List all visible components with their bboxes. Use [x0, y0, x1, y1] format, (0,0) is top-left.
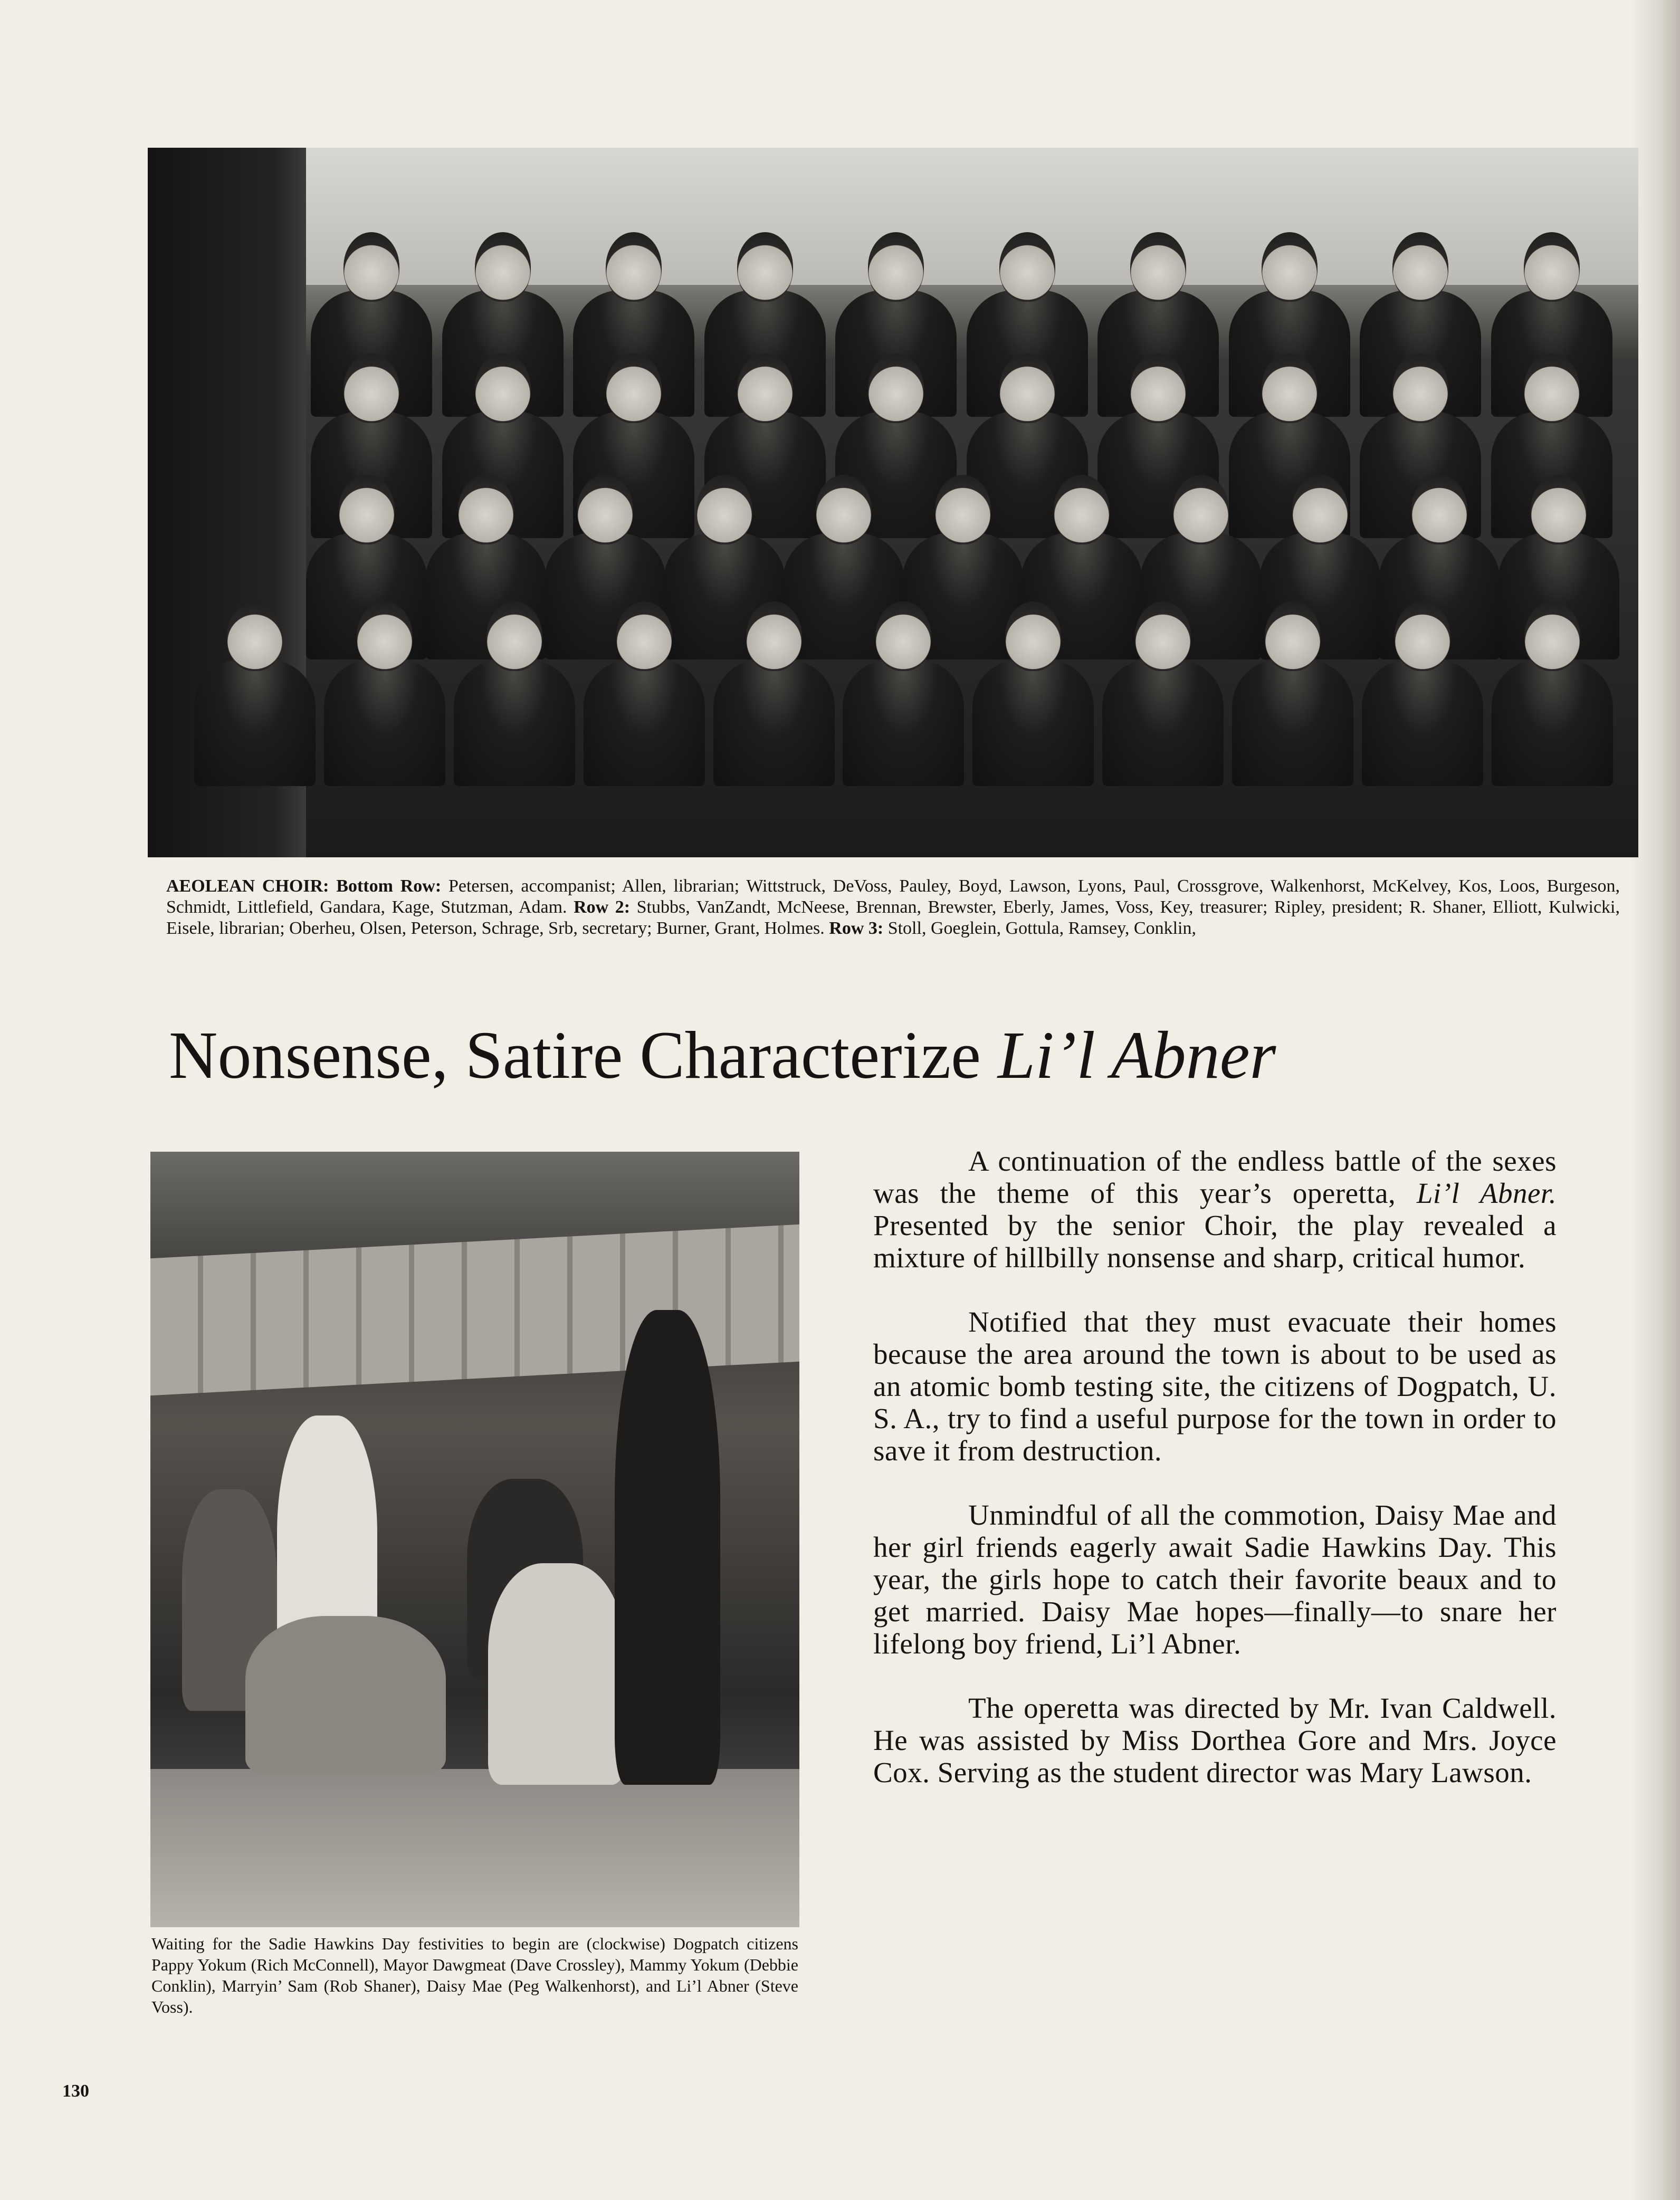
row3-label: Row 3: [829, 919, 884, 938]
choir-member-figure [1102, 601, 1224, 776]
choir-photo [148, 148, 1638, 857]
choir-member-figure [1232, 601, 1353, 776]
article-body [873, 1145, 1557, 1821]
choir-member-figure [713, 601, 835, 776]
choir-member-figure [194, 601, 316, 776]
headline-main: Nonsense, Satire Characterize [169, 1018, 998, 1093]
choir-label: AEOLEAN CHOIR: [166, 876, 329, 896]
row2-names: Stubbs, VanZandt, McNeese, Brennan, Brewster, Eberly, James, Voss, Key, treasurer; Ripley, president; R. Shaner, Elliott, Kulwicki, Eisele, librarian; Oberheu, Olsen, Peterson, Schrage, Srb, secretary; Burner, Grant, Holmes. [166, 897, 1620, 938]
p1-text: A continuation of the endless battle of the sexes was the theme of this year’s operetta, [873, 1145, 1557, 1209]
bottom-row-names: Petersen, accompanist; Allen, librarian; Wittstruck, DeVoss, Pauley, Boyd, Lawson, Lyons, Paul, Crossgrove, Walkenhorst, McKelvey, Kos, Loos, Burgeson, Schmidt, Littlefield, Gandara, Kage, Stutzman, Adam. [166, 876, 1620, 917]
headline-title: Li’l Abner [997, 1018, 1276, 1093]
choir-member-figure [843, 601, 964, 776]
p1-title: Li’l Abner. [1416, 1177, 1557, 1209]
choir-member-figure [584, 601, 705, 776]
operetta-caption [151, 1933, 798, 2017]
stage-floor [150, 1769, 799, 1927]
singer-row-front [190, 601, 1617, 776]
page-headline [169, 1016, 1593, 1095]
article-paragraph-3: Unmindful of all the commotion, Daisy Mae and her girl friends eagerly await Sadie Hawkins Day. This year, the girls hope to catch their favorite beaux and to get married. Daisy Mae hopes—finally—to snare her lifelong boy friend, Li’l Abner. [873, 1499, 1557, 1660]
actor-daisy [488, 1563, 625, 1785]
choir-member-figure [1492, 601, 1613, 776]
operetta-photo [150, 1152, 799, 1927]
choir-member-figure [324, 601, 445, 776]
choir-member-figure [454, 601, 575, 776]
row2-label: Row 2: [574, 897, 631, 917]
p1-text-end: Presented by the senior Choir, the play revealed a mixture of hillbilly nonsense and sharp, critical humor. [873, 1209, 1557, 1274]
article-paragraph-4: The operetta was directed by Mr. Ivan Caldwell. He was assisted by Miss Dorthea Gore and Mrs. Joyce Cox. Serving as the student director was Mary Lawson. [873, 1692, 1557, 1788]
actor-abner [615, 1310, 720, 1785]
article-paragraph-2: Notified that they must evacuate their homes because the area around the town is about to be used as an atomic bomb testing site, the citizens of Dogpatch, U. S. A., try to find a useful purpose for the town in order to save it from destruction. [873, 1306, 1557, 1467]
article-paragraph-1 [873, 1145, 1557, 1274]
choir-member-figure [1362, 601, 1483, 776]
page-number: 130 [62, 2081, 89, 2101]
operetta-caption-text: Waiting for the Sadie Hawkins Day festivities to begin are (clockwise) Dogpatch citizens Pappy Yokum (Rich McConnell), Mayor Dawgmeat (Dave Crossley), Mammy Yokum (Debbie Conklin), Marryin’ Sam (Rob Shaner), Daisy Mae (Peg Walkenhorst), and Li’l Abner (Steve Voss). [151, 1934, 798, 2016]
actor-reclining [245, 1616, 446, 1774]
choir-member-figure [972, 601, 1094, 776]
row3-names: Stoll, Goeglein, Gottula, Ramsey, Conklin, [883, 919, 1196, 938]
bottom-row-label: Bottom Row: [336, 876, 442, 896]
choir-caption [166, 876, 1620, 939]
